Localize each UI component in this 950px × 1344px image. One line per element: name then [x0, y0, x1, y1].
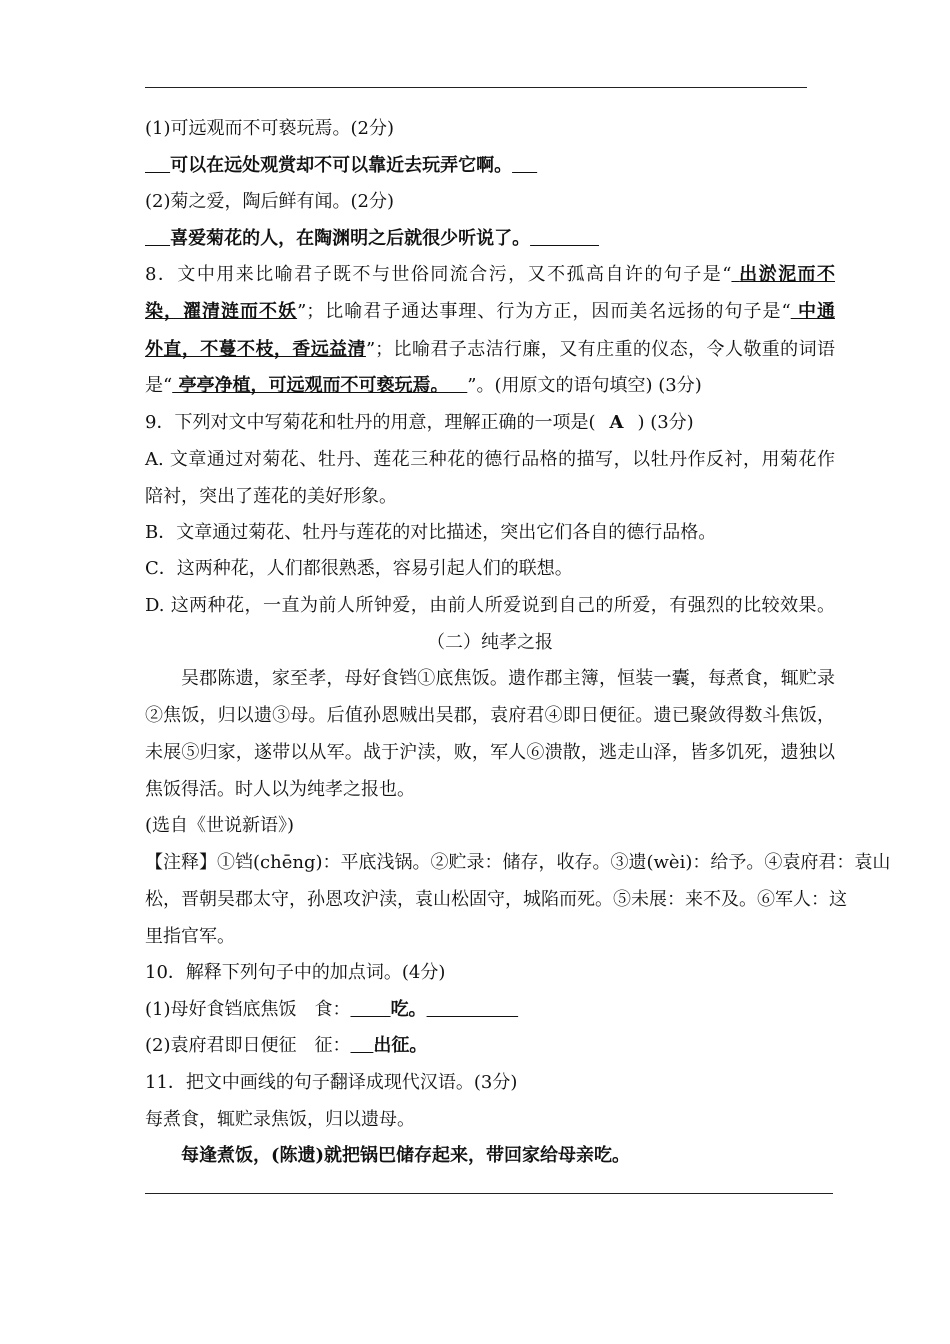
answer-blank-lead — [145, 155, 170, 176]
q8-mid-2: ”；比喻君子志洁行廉，又有庄重的仪态，令人敬重的词语 — [365, 339, 836, 360]
q7-item1-answer: 可以在远处观赏却不可以靠近去玩弄它啊。 — [170, 155, 513, 176]
passage-line: 吴郡陈遗，家至孝，母好食铛①底焦饭。遗作郡主簿，恒装一囊，每煮食，辄贮录 — [181, 668, 835, 689]
q8-line-4 — [145, 375, 835, 397]
q9-option-d: D. 这两种花，一直为前人所钟爱，由前人所爱说到自己的所爱，有强烈的比较效果。 — [145, 595, 835, 616]
q7-item2-answer: 喜爱菊花的人，在陶渊明之后就很少听说了。 — [170, 228, 531, 249]
q10-item2: (2)袁府君即日便征 征： 出征。 — [145, 1035, 428, 1056]
answer-blank-trail — [512, 155, 537, 176]
q8-answer-1b: 染，濯清涟而不妖 — [145, 301, 298, 322]
q9-option-c: C．这两种花，人们都很熟悉，容易引起人们的联想。 — [145, 558, 573, 579]
q8-line-2 — [145, 301, 835, 323]
q9-option-a-line2: 陪衬，突出了莲花的美好形象。 — [145, 486, 397, 507]
answer-blank-lead — [351, 1035, 374, 1056]
bottom-answer-line — [145, 1193, 833, 1194]
passage-note: 【注释】①铛(chēng)：平底浅锅。②贮录：储存，收存。③遗(wèi)：给予。④袁府君：袁山 — [145, 852, 891, 873]
passage-line: 焦饭得活。时人以为纯孝之报也。 — [145, 779, 415, 800]
q11-stem: 11．把文中画线的句子翻译成现代汉语。(3分) — [145, 1072, 518, 1093]
q7-item1-answer-line — [145, 155, 835, 177]
q9-answer: A — [609, 412, 624, 433]
q9-option-a-line1: A. 文章通过对菊花、牡丹、莲花三种花的德行品格的描写，以牡丹作反衬，用菊花作 — [145, 449, 835, 470]
q10-item1: (1)母好食铛底焦饭 食： 吃。 — [145, 999, 835, 1021]
answer-blank-lead — [145, 228, 170, 249]
q7-item2-answer-line — [145, 228, 835, 250]
q8-answer-2b: 外直，不蔓不枝，香远益清 — [145, 339, 366, 360]
q8-line-3 — [145, 339, 835, 361]
q10-item1-answer: 吃。 — [390, 999, 427, 1020]
q8-intro: 8．文中用来比喻君子既不与世俗同流合污，又不孤高自许的句子是“ — [145, 264, 732, 285]
passage-title: （二）纯孝之报 — [427, 632, 553, 653]
passage-line: 未展⑤归家，遂带以从军。战于沪渎，败，军人⑥溃散，逃走山泽，皆多饥死，遗独以 — [145, 742, 835, 763]
q7-item1-prompt: (1)可远观而不可亵玩焉。(2分) — [145, 118, 394, 139]
q8-pre-3: 是“ — [145, 375, 173, 396]
q10-item2-answer: 出征。 — [373, 1035, 428, 1056]
answer-blank-trail — [427, 999, 519, 1020]
q8-answer-3: 亭亭净植，可远观而不可亵玩焉。 — [178, 375, 449, 396]
q9-option-b: B．文章通过菊花、牡丹与莲花的对比描述，突出它们各自的德行品格。 — [145, 522, 717, 543]
q8-answer-2a: 中通 — [797, 301, 835, 322]
answer-blank-lead — [351, 999, 391, 1020]
q8-mid-1: ”；比喻君子通达事理、行为方正，因而美名远扬的句子是“ — [297, 301, 791, 322]
passage-note: 松，晋朝吴郡太守，孙恩攻沪渎，袁山松固守，城陷而死。⑤未展：来不及。⑥军人：这 — [145, 889, 847, 910]
q8-line-1 — [145, 264, 835, 286]
answer-blank-trail — [530, 228, 599, 249]
q9-stem: 9．下列对文中写菊花和牡丹的用意，理解正确的一项是( A ) (3分) — [145, 412, 694, 433]
q8-end: ”。(用原文的语句填空) (3分) — [467, 375, 702, 396]
passage-source: (选自《世说新语》) — [145, 815, 295, 836]
q11-answer: 每逢煮饭，(陈遗)就把锅巴储存起来，带回家给母亲吃。 — [181, 1145, 631, 1166]
q8-answer-1a: 出淤泥而不 — [739, 264, 835, 285]
q10-stem: 10．解释下列句子中的加点词。(4分) — [145, 962, 446, 983]
q11-sentence: 每煮食，辄贮录焦饭，归以遗母。 — [145, 1109, 415, 1130]
passage-note: 里指官军。 — [145, 926, 235, 947]
top-answer-line — [145, 87, 807, 88]
q7-item2-prompt: (2)菊之爱，陶后鲜有闻。(2分) — [145, 191, 394, 212]
passage-line: ②焦饭，归以遗③母。后值孙恩贼出吴郡，袁府君④即日便征。遗已聚敛得数斗焦饭， — [145, 705, 835, 726]
